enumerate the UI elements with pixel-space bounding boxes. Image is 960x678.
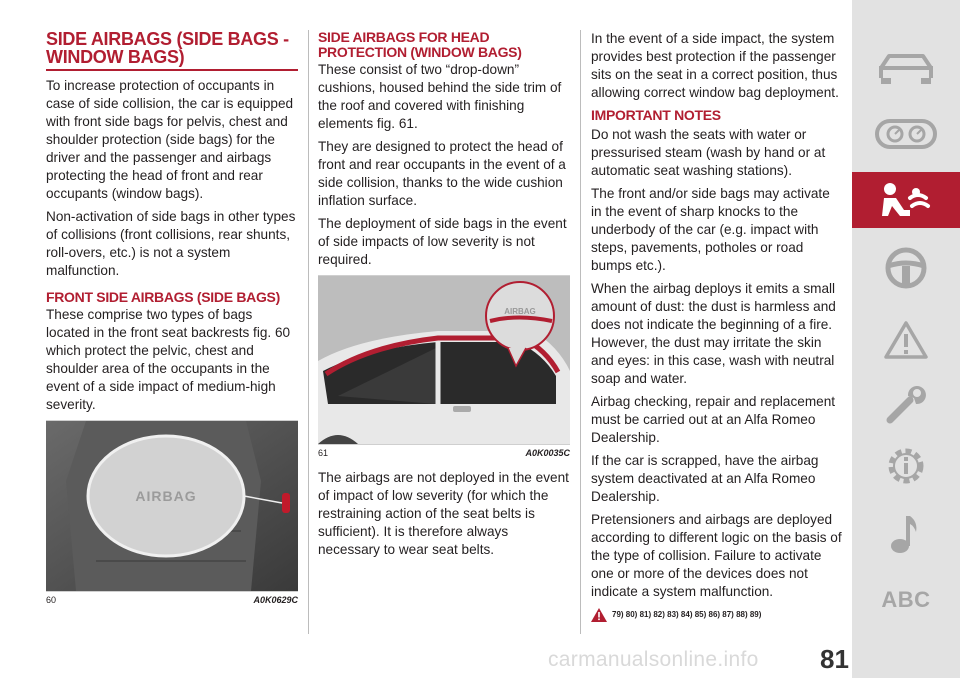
steering-wheel-icon bbox=[884, 246, 928, 290]
figure-60 bbox=[46, 420, 298, 591]
sidebar-item-technical-data[interactable] bbox=[852, 438, 960, 494]
paragraph: The airbags are not deployed in the event of impact of low severity (for which the restraining action of the seat belts is sufficient). It is therefore always necessary to wear seat belts. bbox=[318, 470, 569, 557]
paragraph: The deployment of side bags in the event of side impacts of low severity is not required. bbox=[318, 216, 567, 267]
sidebar-item-index[interactable] bbox=[852, 572, 960, 628]
sidebar-item-multimedia[interactable] bbox=[852, 506, 960, 562]
column-3 bbox=[591, 30, 843, 624]
sidebar-item-safety[interactable] bbox=[852, 172, 960, 228]
figure-caption bbox=[318, 444, 570, 459]
sidebar-item-maintenance[interactable] bbox=[852, 374, 960, 430]
index-abc-label: ABC bbox=[881, 587, 931, 612]
watermark: carmanualsonline.info bbox=[548, 648, 759, 671]
paragraph: These comprise two types of bags located in the front seat backrests fig. 60 which protect the pelvic, chest and shoulder area of the occupants in the event of a side impact of medium-high severity. bbox=[46, 307, 291, 412]
figure-code: A0K0629C bbox=[253, 595, 298, 605]
warning-refs-text: 79) 80) 81) 82) 83) 84) 85) 86) 87) 88) 89) bbox=[612, 610, 762, 619]
figure-label: AIRBAG bbox=[135, 488, 197, 504]
paragraph: Do not wash the seats with water or pressurised steam (wash by hand or at automatic seat washing stations). bbox=[591, 127, 826, 178]
figure-label: AIRBAG bbox=[504, 307, 536, 316]
music-note-icon bbox=[888, 512, 924, 556]
warning-references bbox=[591, 606, 843, 624]
subsection-title: IMPORTANT NOTES bbox=[591, 107, 721, 123]
column-divider bbox=[580, 30, 581, 634]
paragraph: They are designed to protect the head of front and rear occupants in the event of a side collision, thanks to the wide cushion inflation surface. bbox=[318, 139, 566, 208]
column-divider bbox=[308, 30, 309, 634]
subsection-title: FRONT SIDE AIRBAGS (SIDE BAGS) bbox=[46, 289, 280, 305]
paragraph: Non-activation of side bags in other types of collisions (front collisions, rear shunts, roll-overs, etc.) is not a system malfunction. bbox=[46, 209, 296, 278]
paragraph: Airbag checking, repair and replacement must be carried out at an Alfa Romeo Dealership. bbox=[591, 394, 836, 445]
warning-triangle-icon bbox=[883, 320, 929, 360]
dashboard-icon bbox=[875, 117, 937, 151]
figure-61 bbox=[318, 275, 570, 444]
car-icon bbox=[875, 48, 937, 88]
info-gear-icon bbox=[883, 443, 929, 489]
airbag-person-icon bbox=[880, 180, 932, 220]
paragraph: To increase protection of occupants in case of side collision, the car is equipped with front side bags for pelvis, chest and shoulder protection (side bags) for the driver and the passenger and airbags protecting the head of front and rear occupants (window bags). bbox=[46, 78, 294, 201]
paragraph: Pretensioners and airbags are deployed according to different logic on the basis of the type of collision. Failure to activate one or more of the devices does not indicate a system malfunction. bbox=[591, 512, 842, 599]
paragraph: The front and/or side bags may activate in the event of sharp knocks to the underbody of the car (e.g. impact with steps, pavements, potholes or road bumps etc.). bbox=[591, 186, 830, 273]
warning-triangle-icon bbox=[591, 608, 607, 622]
page-number: 81 bbox=[820, 644, 849, 674]
wrench-icon bbox=[884, 380, 928, 424]
sidebar-item-emergency[interactable] bbox=[852, 312, 960, 368]
sidebar-item-dashboard[interactable] bbox=[852, 106, 960, 162]
paragraph: These consist of two “drop-down” cushions, housed behind the side trim of the roof and covered with finishing elements fig. 61. bbox=[318, 62, 562, 131]
sidebar-item-car[interactable] bbox=[852, 40, 960, 96]
figure-code: A0K0035C bbox=[525, 448, 570, 458]
section-title: SIDE AIRBAGS (SIDE BAGS - WINDOW BAGS) bbox=[46, 30, 298, 71]
subsection-title: SIDE AIRBAGS FOR HEAD PROTECTION (WINDOW BAGS) bbox=[318, 29, 522, 60]
sidebar-item-starting[interactable] bbox=[852, 240, 960, 296]
figure-caption bbox=[46, 591, 298, 606]
column-2 bbox=[318, 30, 570, 564]
figure-number: 60 bbox=[46, 595, 57, 605]
paragraph: In the event of a side impact, the system provides best protection if the passenger sits on the seat in a correct position, thus allowing correct window bag deployment. bbox=[591, 31, 839, 100]
window-airbag-image bbox=[318, 276, 570, 444]
chapter-sidebar bbox=[852, 0, 960, 678]
paragraph: When the airbag deploys it emits a small amount of dust: the dust is harmless and does not indicate the beginning of a fire. However, the dust may irritate the skin and eyes: in this case, wash with neutral soap and water. bbox=[591, 281, 836, 386]
figure-number: 61 bbox=[318, 448, 329, 458]
paragraph: If the car is scrapped, have the airbag system deactivated at an Alfa Romeo Dealership. bbox=[591, 453, 819, 504]
column-1 bbox=[46, 30, 298, 616]
seat-airbag-image bbox=[46, 421, 298, 591]
